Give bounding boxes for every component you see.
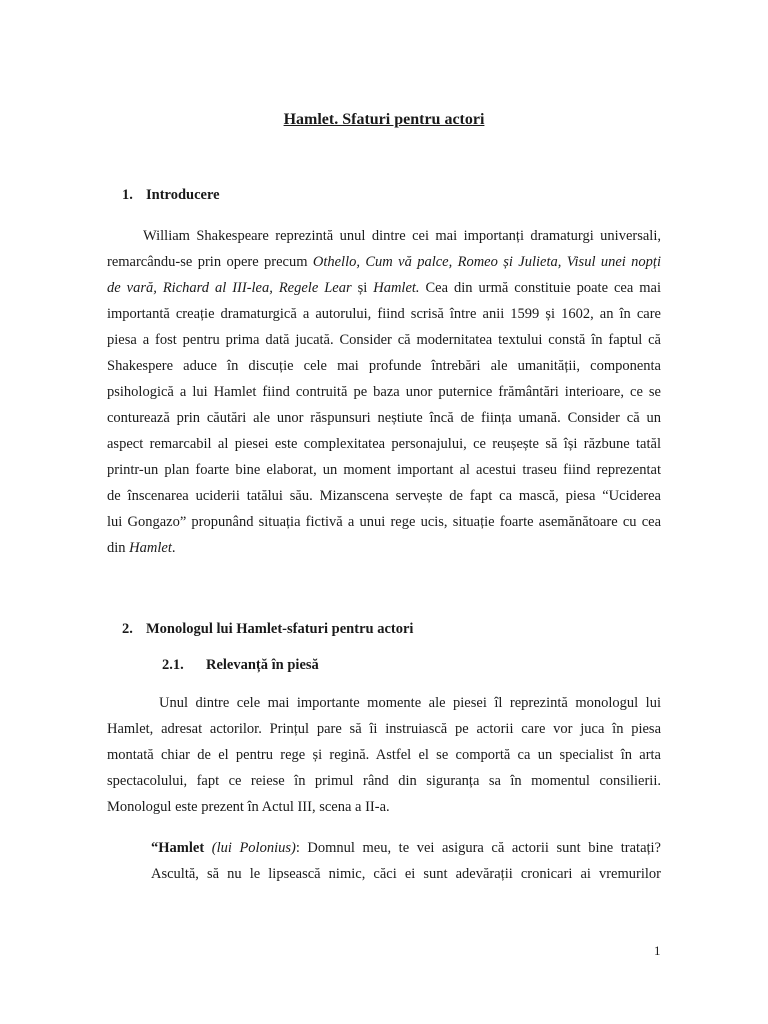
section-number: 1. [122, 187, 133, 203]
relevance-paragraph [107, 690, 661, 820]
quote-speaker: “Hamlet [151, 840, 205, 856]
section-title: Monologul lui Hamlet-sfaturi pentru actori [146, 621, 414, 637]
intro-paragraph [107, 223, 661, 561]
stage-direction: (lui Polonius) [211, 840, 296, 856]
quote-block [151, 835, 661, 887]
text-line: piesa a fost pentru prima dată jucată. Consider că modernitatea textului constă în faptul că [107, 332, 661, 348]
works-italic: Hamlet. [373, 280, 420, 296]
text-line: Unul dintre cele mai importante momente ale piesei îl reprezintă monologul lui [159, 695, 661, 711]
text-line: importantă creație dramaturgică a autorului, fiind scrisă între anii 1599 și 1602, an în care [107, 306, 661, 322]
works-italic: Othello, Cum vă palce, Romeo și Julieta, Visul unei nopți [312, 254, 661, 270]
text-line: : Domnul meu, te vei asigura că actorii sunt bine tratați? [295, 840, 661, 856]
works-italic: Hamlet [129, 540, 172, 556]
section-number: 2. [122, 621, 133, 637]
text-line: aspect remarcabil al piesei este complexitatea personajului, ce reușește să își răzbune tatăl [107, 436, 661, 452]
text-line: Hamlet, adresat actorilor. Prințul pare să îi instruiască pe actorii care vor juca în piesa [107, 721, 661, 737]
section-heading-introducere [122, 187, 220, 204]
section-title: Introducere [146, 187, 220, 203]
text-fragment: . [171, 540, 176, 556]
section-heading-monolog [122, 621, 413, 638]
text-line: lui Gongazo” propunând situația fictivă a unui rege ucis, situație foarte asemănătoare cu cea [107, 514, 661, 530]
text-line: psihologică a lui Hamlet fiind contruită pe baza unor puternice frământări interioare, ce se [107, 384, 661, 400]
text-line: William Shakespeare reprezintă unul dintre cei mai importanți dramaturgi universali, [143, 228, 661, 244]
subsection-heading-relevanta [162, 657, 319, 674]
text-line: spectacolului, fapt ce reiese în primul rând din siguranța sa în momentul consilierii. [107, 773, 661, 789]
works-italic: de vară, Richard al III-lea, Regele Lear [107, 280, 352, 296]
text-line: printr-un plan foarte bine elaborat, un moment important al acestui traseu fiind reprezentat [107, 462, 661, 478]
text-line: montată chiar de el pentru rege și regină. Astfel el se comportă ca un specialist în arta [107, 747, 661, 763]
text-line: de înscenarea uciderii tatălui său. Mizanscena servește de fapt ca mască, piesa “Uciderea [107, 488, 661, 504]
subsection-title: Relevanță în piesă [206, 657, 319, 673]
text-line: Ascultă, să nu le lipsească nimic, căci ei sunt adevărații cronicari ai vremurilor [151, 866, 661, 882]
page-number: 1 [654, 943, 661, 958]
text-line: Cea din urmă constituie poate cea mai [419, 280, 661, 296]
document-title: Hamlet. Sfaturi pentru actori [283, 111, 485, 128]
subsection-number: 2.1. [162, 657, 184, 673]
text-line: Monologul este prezent în Actul III, scena a II-a. [107, 799, 390, 815]
text-line: Shakespere aduce în discuție cele mai profunde întrebări ale umanității, componenta [107, 358, 661, 374]
text-line: din [107, 540, 130, 556]
text-line: remarcându-se prin opere precum [107, 254, 313, 270]
text-line: conturează prin căutări ale unor răspunsuri neștiute încă de ființa umană. Consider că un [107, 410, 661, 426]
text-fragment: și [351, 280, 374, 296]
